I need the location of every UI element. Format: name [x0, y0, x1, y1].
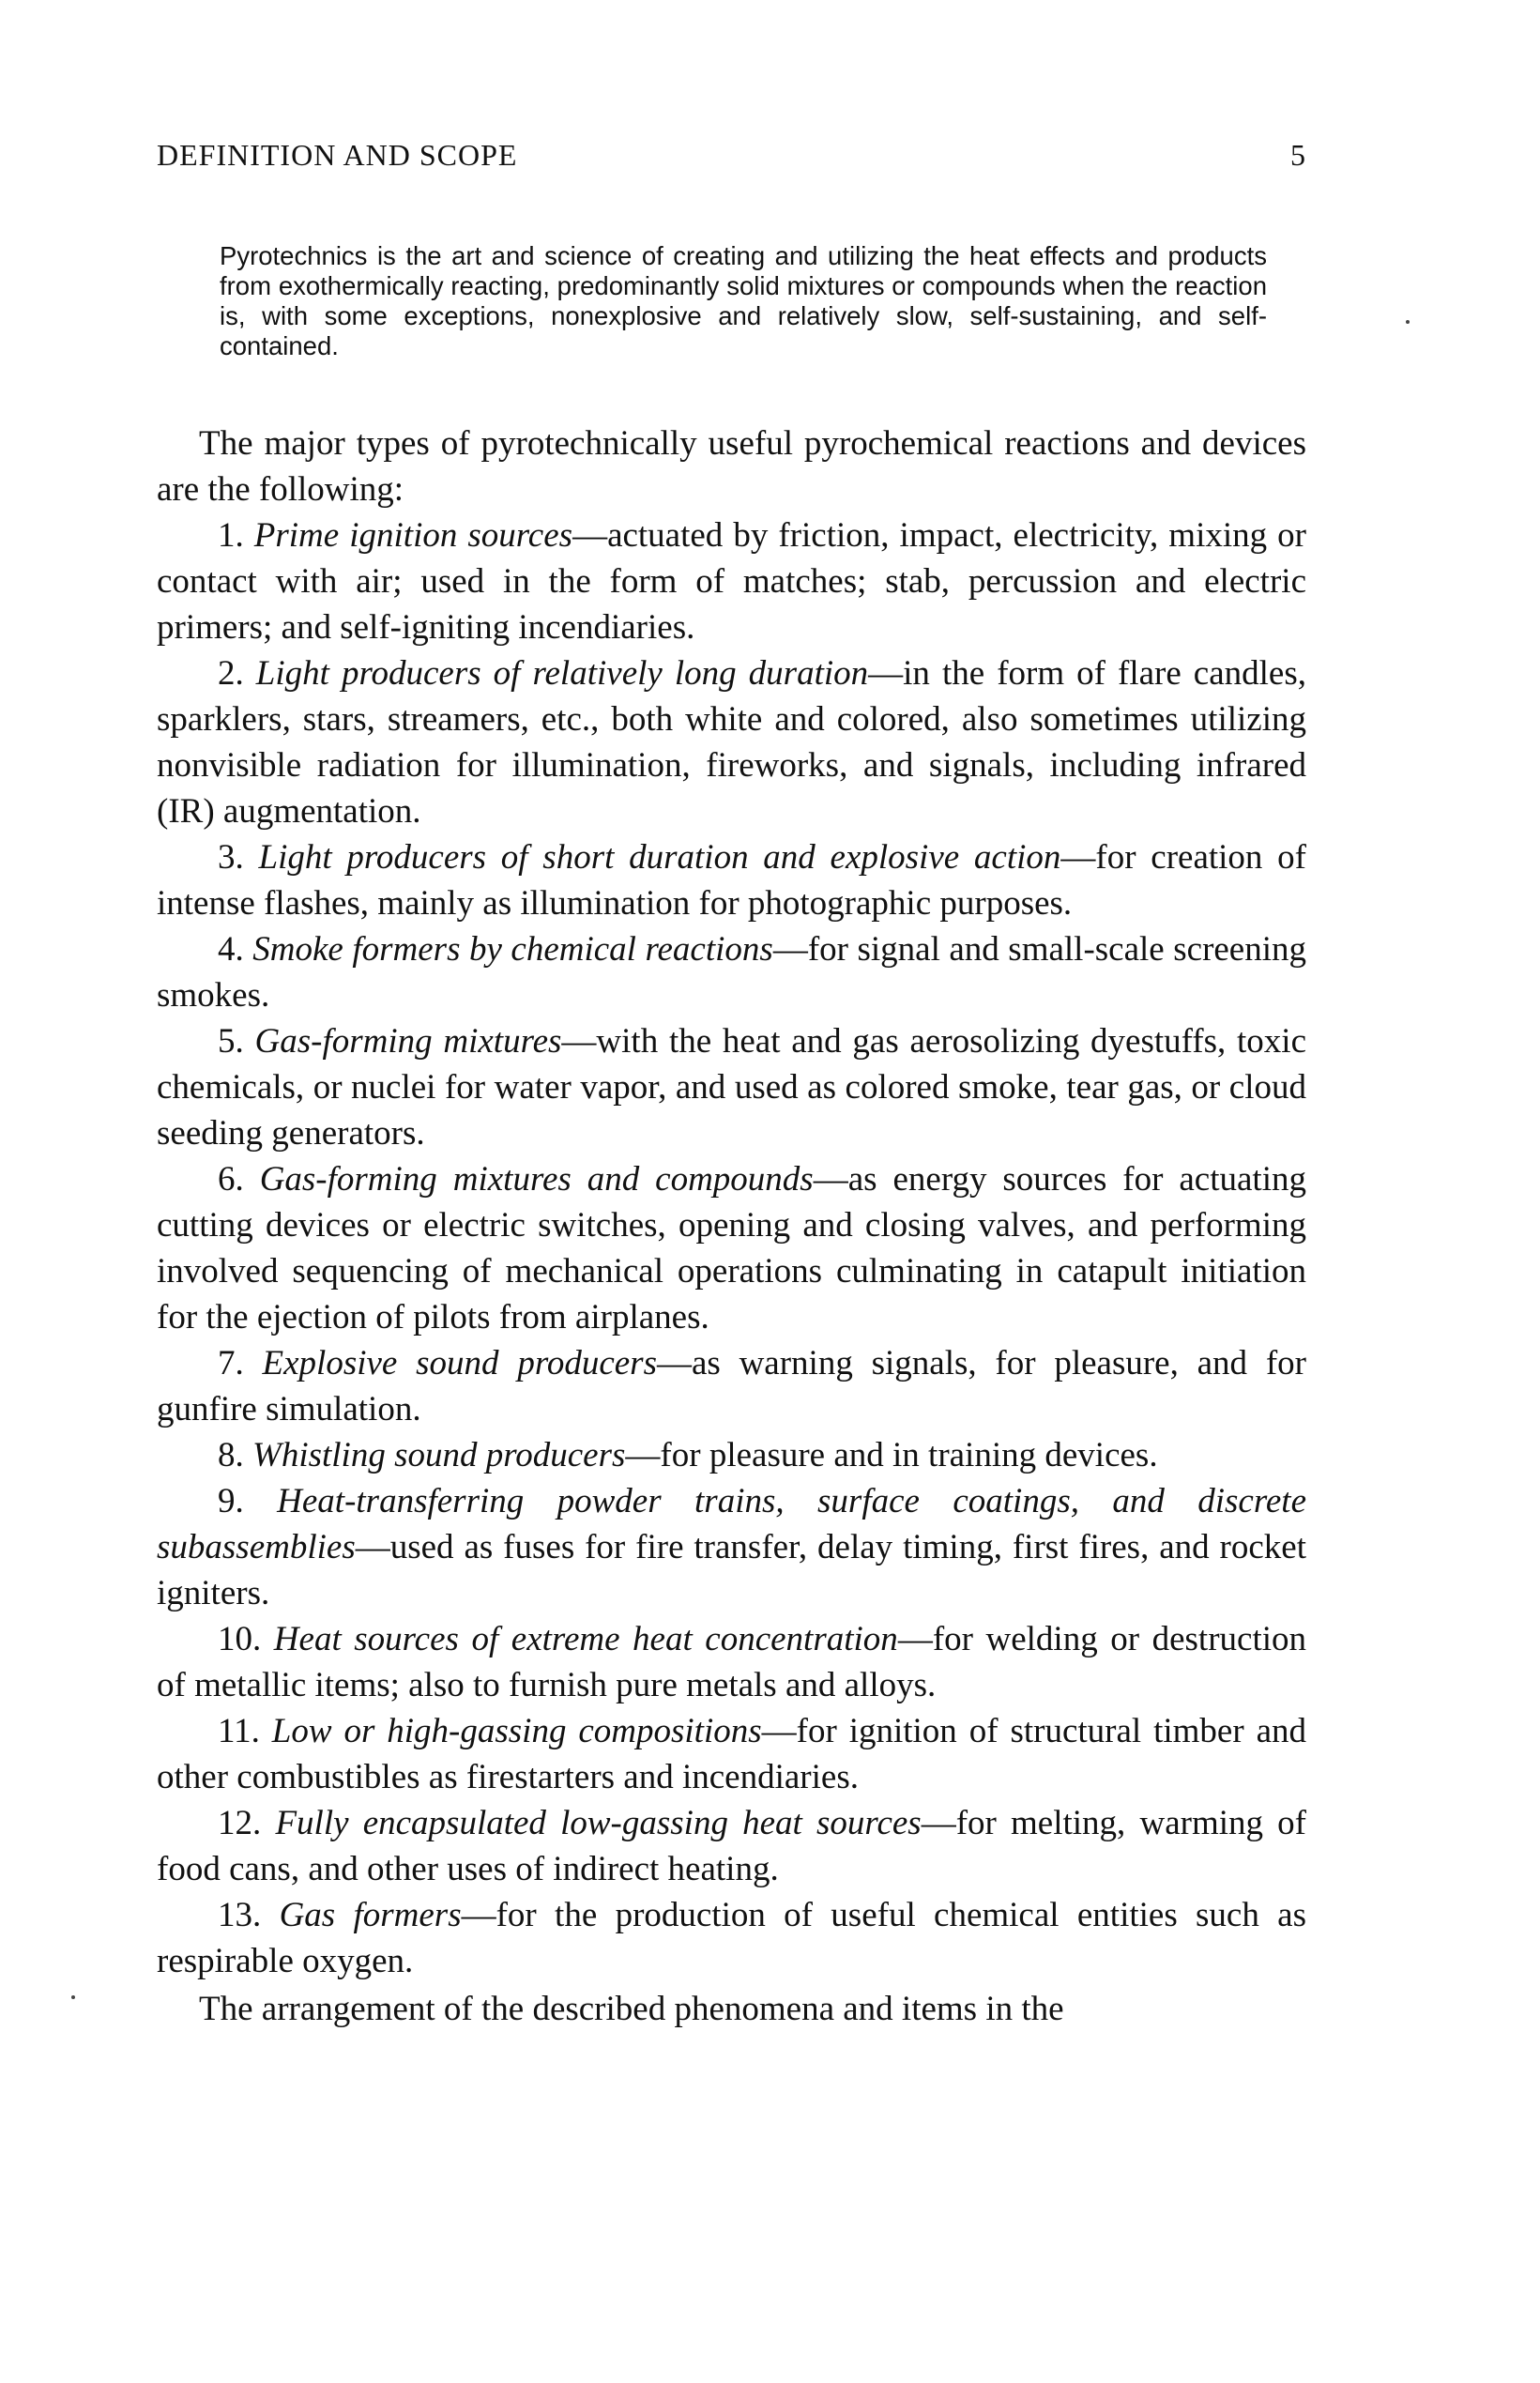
item-term: Low or high-gassing compositions	[271, 1712, 762, 1750]
item-text: —used as fuses for fire transfer, delay timing, first fires, and rocket igniters.	[157, 1528, 1306, 1612]
item-number: 6.	[218, 1160, 244, 1199]
item-number: 9.	[218, 1482, 244, 1520]
item-term: Light producers of relatively long duration	[255, 654, 869, 693]
item-number: 12.	[218, 1804, 262, 1842]
item-text: —with the heat and gas aerosolizing dyestuffs, toxic chemicals, or nuclei for water vapor, and used as colored smoke, tear gas, or cloud seeding generators.	[157, 1022, 1307, 1153]
running-header	[157, 138, 1306, 173]
list-item	[157, 1432, 1306, 1478]
running-title: DEFINITION AND SCOPE	[157, 138, 518, 172]
item-term: Explosive sound producers	[262, 1344, 657, 1382]
item-text: —for creation of intense flashes, mainly as illumination for photographic purposes.	[157, 838, 1306, 923]
item-number: 11.	[218, 1712, 260, 1750]
item-term: Light producers of short duration and explosive action	[258, 838, 1061, 877]
list-item	[157, 1018, 1306, 1156]
list-item	[157, 512, 1306, 650]
list-item	[157, 1156, 1306, 1340]
item-number: 13.	[218, 1896, 262, 1934]
item-term: Smoke formers by chemical reactions	[252, 930, 773, 969]
item-text: —for welding or destruction of metallic items; also to furnish pure metals and alloys.	[157, 1620, 1307, 1704]
item-number: 8.	[218, 1436, 244, 1474]
item-text: —as energy sources for actuating cutting devices or electric switches, opening and closing valves, and performing involved sequencing of mechanical operations culminating in catapult initiation for the ejection of pilots from airplanes.	[157, 1160, 1306, 1337]
item-number: 7.	[218, 1344, 244, 1382]
item-number: 3.	[218, 838, 244, 877]
item-term: Gas-forming mixtures	[254, 1022, 562, 1061]
list-item	[157, 1340, 1306, 1432]
intro-paragraph: The major types of pyrotechnically useful pyrochemical reactions and devices are the following:	[157, 424, 1306, 509]
list-item	[157, 1892, 1306, 1984]
item-term: Fully encapsulated low-gassing heat sources	[275, 1804, 922, 1842]
item-number: 2.	[218, 654, 244, 693]
page-number: 5	[1290, 138, 1306, 172]
definition-paragraph: Pyrotechnics is the art and science of creating and utilizing the heat effects and products from exothermically reacting, predominantly solid mixtures or compounds when the reaction is, with some exceptions, nonexplosive and relatively slow, self-sustaining, and self-contained.	[220, 241, 1267, 360]
item-term: Prime ignition sources	[253, 516, 573, 555]
item-text: —as warning signals, for pleasure, and for gunfire simulation.	[157, 1344, 1306, 1428]
scan-speck	[71, 1995, 75, 1999]
list-item	[157, 650, 1306, 834]
item-text: —for the production of useful chemical entities such as respirable oxygen.	[157, 1896, 1306, 1980]
list-item	[157, 1800, 1306, 1892]
item-number: 1.	[218, 516, 244, 555]
main-text	[157, 420, 1306, 2032]
item-term: Gas-forming mixtures and compounds	[259, 1160, 814, 1199]
item-text: —for signal and small-scale screening smokes.	[157, 930, 1307, 1015]
list-item	[157, 1478, 1306, 1616]
item-text: —for ignition of structural timber and other combustibles as firestarters and incendiaries.	[157, 1712, 1306, 1796]
item-term: Heat-transferring powder trains, surface coatings, and discrete subassemblies	[157, 1482, 1306, 1566]
list-item	[157, 1708, 1306, 1800]
item-term: Whistling sound producers	[252, 1436, 626, 1474]
item-text: —for pleasure and in training devices.	[625, 1436, 1158, 1474]
item-text: —actuated by friction, impact, electricity, mixing or contact with air; used in the form of matches; stab, percussion and electric primers; and self-igniting incendiaries.	[157, 516, 1306, 647]
item-term: Gas formers	[279, 1896, 462, 1934]
item-number: 4.	[218, 930, 244, 969]
item-number: 5.	[218, 1022, 244, 1061]
item-text: —for melting, warming of food cans, and other uses of indirect heating.	[157, 1804, 1306, 1888]
item-text: —in the form of flare candles, sparklers, stars, streamers, etc., both white and colored, also sometimes utilizing nonvisible radiation for illumination, fireworks, and signals, including infrared (IR) augmentation.	[157, 654, 1306, 831]
list-item	[157, 1616, 1306, 1708]
scan-speck	[1406, 320, 1410, 324]
item-term: Heat sources of extreme heat concentration	[273, 1620, 898, 1658]
closing-paragraph: The arrangement of the described phenomena and items in the	[199, 1990, 1064, 2028]
list-item	[157, 926, 1306, 1018]
item-number: 10.	[218, 1620, 262, 1658]
list-item	[157, 834, 1306, 926]
